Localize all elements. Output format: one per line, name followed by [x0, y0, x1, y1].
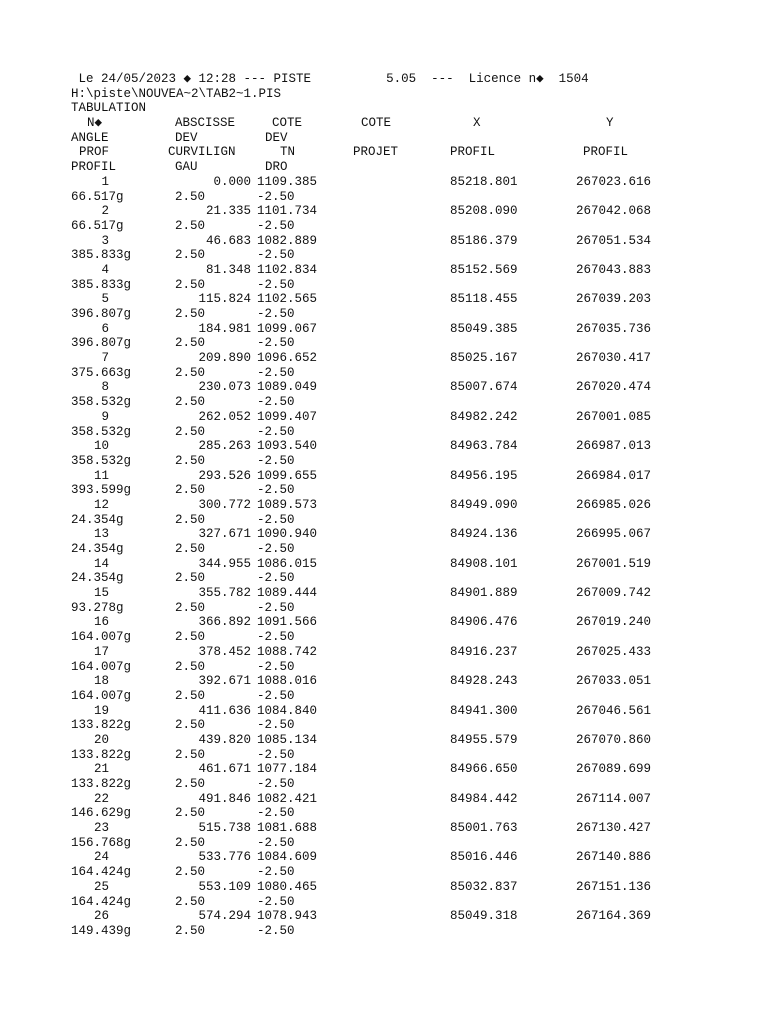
table-row — [71, 909, 761, 924]
dev-dro-value: -2.50 — [257, 307, 295, 321]
dev-dro-value: -2.50 — [257, 218, 295, 233]
table-row-continuation — [71, 483, 761, 498]
angle-value: 375.663g — [71, 365, 132, 380]
abscisse-value: 392.671 — [198, 674, 251, 689]
table-row-continuation — [71, 865, 761, 880]
table-row-continuation — [71, 836, 761, 851]
col-header-profil: PROFIL — [71, 160, 117, 175]
column-header-row-3 — [71, 145, 761, 160]
y-value: 267033.051 — [576, 674, 652, 689]
table-row-continuation — [71, 454, 761, 469]
profile-number: 21 — [93, 762, 109, 777]
profile-number: 23 — [93, 821, 109, 836]
cote-tn-value: 1089.049 — [257, 380, 318, 395]
y-value: 267051.534 — [576, 233, 652, 248]
profile-number: 19 — [93, 703, 109, 718]
y-value: 266995.067 — [576, 527, 652, 542]
profile-number: 4 — [101, 262, 109, 277]
dev-gau-value: 2.50 — [175, 424, 206, 439]
x-value: 84949.090 — [450, 497, 518, 512]
dev-dro-value: -2.50 — [257, 835, 295, 850]
abscisse-value: 327.671 — [198, 527, 251, 542]
section-title: TABULATION — [71, 101, 147, 116]
abscisse-value: 115.824 — [198, 292, 251, 307]
dev-dro-value: -2.50 — [257, 747, 295, 762]
table-row — [71, 880, 761, 895]
x-value: 84924.136 — [450, 527, 518, 542]
dev-dro-value: -2.50 — [257, 777, 295, 791]
table-row — [71, 615, 761, 630]
angle-value: 396.807g — [71, 307, 132, 321]
angle-value: 396.807g — [71, 336, 132, 351]
angle-value: 393.599g — [71, 483, 132, 498]
col-header-dev-gau: DEV — [175, 130, 198, 145]
angle-value: 164.007g — [71, 630, 132, 645]
x-value: 85032.837 — [450, 879, 518, 894]
dev-gau-value: 2.50 — [175, 835, 206, 850]
table-row-continuation — [71, 571, 761, 586]
dev-dro-value: -2.50 — [257, 336, 295, 351]
col-header-cote-tn: COTE — [272, 116, 303, 131]
dev-dro-value: -2.50 — [257, 894, 295, 909]
cote-tn-value: 1084.840 — [257, 703, 318, 718]
y-value: 267023.616 — [576, 174, 652, 189]
table-row-continuation — [71, 748, 761, 763]
x-value: 84963.784 — [450, 439, 518, 454]
cote-tn-value: 1102.565 — [257, 292, 318, 307]
column-header-row-4 — [71, 160, 761, 175]
angle-value: 164.424g — [71, 865, 132, 880]
table-row-continuation — [71, 601, 761, 616]
table-row-continuation — [71, 630, 761, 645]
dev-dro-value: -2.50 — [257, 600, 295, 615]
table-row — [71, 322, 761, 337]
x-value: 85049.385 — [450, 321, 518, 336]
dev-dro-value: -2.50 — [257, 718, 295, 733]
table-row — [71, 498, 761, 513]
x-value: 85208.090 — [450, 204, 518, 219]
cote-tn-value: 1099.655 — [257, 468, 318, 483]
dev-gau-value: 2.50 — [175, 307, 206, 321]
abscisse-value: 461.671 — [198, 762, 251, 777]
profile-number: 2 — [101, 204, 109, 219]
cote-tn-value: 1096.652 — [257, 351, 318, 366]
profile-number: 1 — [101, 174, 109, 189]
dev-gau-value: 2.50 — [175, 189, 206, 204]
x-value: 85001.763 — [450, 821, 518, 836]
dev-dro-value: -2.50 — [257, 571, 295, 586]
col-header-angle: ANGLE — [71, 130, 109, 145]
dev-gau-value: 2.50 — [175, 365, 206, 380]
y-value: 267114.007 — [576, 791, 652, 806]
col-header-curvilign: CURVILIGN — [168, 145, 236, 160]
abscisse-value: 344.955 — [198, 556, 251, 571]
dev-gau-value: 2.50 — [175, 747, 206, 762]
dev-gau-value: 2.50 — [175, 806, 206, 821]
y-value: 267020.474 — [576, 380, 652, 395]
dev-gau-value: 2.50 — [175, 600, 206, 615]
y-value: 267001.085 — [576, 409, 652, 424]
table-row — [71, 292, 761, 307]
x-value: 84901.889 — [450, 586, 518, 601]
abscisse-value: 293.526 — [198, 468, 251, 483]
table-row — [71, 175, 761, 190]
abscisse-value: 81.348 — [205, 262, 251, 277]
profile-number: 20 — [93, 732, 109, 747]
dev-gau-value: 2.50 — [175, 218, 206, 233]
dev-gau-value: 2.50 — [175, 659, 206, 674]
dev-gau-value: 2.50 — [175, 688, 206, 703]
y-value: 267025.433 — [576, 644, 652, 659]
y-value: 266985.026 — [576, 497, 652, 512]
profile-number: 15 — [93, 586, 109, 601]
angle-value: 133.822g — [71, 718, 132, 733]
dev-dro-value: -2.50 — [257, 424, 295, 439]
angle-value: 358.532g — [71, 424, 132, 439]
table-row — [71, 234, 761, 249]
table-row-continuation — [71, 777, 761, 792]
y-value: 267089.699 — [576, 762, 652, 777]
cote-tn-value: 1081.688 — [257, 821, 318, 836]
dev-gau-value: 2.50 — [175, 894, 206, 909]
table-row-continuation — [71, 542, 761, 557]
y-value: 267039.203 — [576, 292, 652, 307]
y-value: 267140.886 — [576, 850, 652, 865]
dev-dro-value: -2.50 — [257, 189, 295, 204]
column-header-row-1 — [71, 116, 761, 131]
x-value: 85049.318 — [450, 909, 518, 924]
dev-gau-value: 2.50 — [175, 336, 206, 351]
angle-value: 24.354g — [71, 571, 124, 586]
x-value: 84928.243 — [450, 674, 518, 689]
cote-tn-value: 1088.742 — [257, 644, 318, 659]
file-path: H:\piste\NOUVEA~2\TAB2~1.PIS — [71, 86, 282, 101]
angle-value: 358.532g — [71, 395, 132, 410]
cote-tn-value: 1082.889 — [257, 233, 318, 248]
profile-number: 3 — [101, 233, 109, 248]
table-row-continuation — [71, 924, 761, 939]
x-value: 85118.455 — [450, 292, 518, 307]
dev-gau-value: 2.50 — [175, 395, 206, 410]
angle-value: 133.822g — [71, 747, 132, 762]
dev-dro-value: -2.50 — [257, 542, 295, 556]
x-value: 84908.101 — [450, 556, 518, 571]
col-header-gau: GAU — [175, 160, 198, 175]
cote-tn-value: 1101.734 — [257, 204, 318, 219]
profile-number: 26 — [93, 909, 109, 924]
table-row-continuation — [71, 336, 761, 351]
profile-number: 13 — [93, 527, 109, 542]
profile-number: 9 — [101, 409, 109, 424]
section-title-line — [71, 101, 761, 116]
col-header-profil-x: PROFIL — [450, 145, 496, 160]
table-row — [71, 645, 761, 660]
dev-dro-value: -2.50 — [257, 483, 295, 498]
col-header-prof: PROF — [79, 145, 110, 160]
y-value: 266984.017 — [576, 468, 652, 483]
cote-tn-value: 1089.573 — [257, 497, 318, 512]
abscisse-value: 184.981 — [198, 321, 251, 336]
angle-value: 93.278g — [71, 600, 124, 615]
angle-value: 66.517g — [71, 189, 124, 204]
table-row — [71, 527, 761, 542]
table-row — [71, 351, 761, 366]
profile-number: 25 — [93, 879, 109, 894]
dev-gau-value: 2.50 — [175, 453, 206, 468]
cote-tn-value: 1099.067 — [257, 321, 318, 336]
x-value: 85218.801 — [450, 174, 518, 189]
profile-number: 11 — [93, 468, 109, 483]
profile-number: 16 — [93, 615, 109, 630]
angle-value: 358.532g — [71, 453, 132, 468]
cote-tn-value: 1089.444 — [257, 586, 318, 601]
cote-tn-value: 1084.609 — [257, 850, 318, 865]
col-header-y: Y — [606, 116, 614, 131]
y-value: 267046.561 — [576, 703, 652, 718]
angle-value: 24.354g — [71, 512, 124, 527]
table-row-continuation — [71, 660, 761, 675]
table-row — [71, 762, 761, 777]
table-row-continuation — [71, 307, 761, 322]
profile-number: 7 — [101, 351, 109, 366]
y-value: 267019.240 — [576, 615, 652, 630]
dev-dro-value: -2.50 — [257, 659, 295, 674]
y-value: 267043.883 — [576, 262, 652, 277]
file-path-line — [71, 87, 761, 102]
profile-number: 14 — [93, 556, 109, 571]
cote-tn-value: 1093.540 — [257, 439, 318, 454]
tabulation-document — [71, 72, 761, 939]
table-row-continuation — [71, 190, 761, 205]
table-row — [71, 469, 761, 484]
profile-number: 12 — [93, 497, 109, 512]
abscisse-value: 209.890 — [198, 351, 251, 366]
angle-value: 24.354g — [71, 542, 124, 556]
abscisse-value: 300.772 — [198, 497, 251, 512]
table-row — [71, 792, 761, 807]
y-value: 267035.736 — [576, 321, 652, 336]
dev-gau-value: 2.50 — [175, 542, 206, 556]
table-row-continuation — [71, 395, 761, 410]
dev-dro-value: -2.50 — [257, 923, 295, 938]
abscisse-value: 533.776 — [198, 850, 251, 865]
cote-tn-value: 1080.465 — [257, 879, 318, 894]
table-row-continuation — [71, 806, 761, 821]
abscisse-value: 491.846 — [198, 791, 251, 806]
profile-number: 24 — [93, 850, 109, 865]
cote-tn-value: 1086.015 — [257, 556, 318, 571]
abscisse-value: 230.073 — [198, 380, 251, 395]
dev-gau-value: 2.50 — [175, 777, 206, 791]
x-value: 84982.242 — [450, 409, 518, 424]
dev-dro-value: -2.50 — [257, 365, 295, 380]
x-value: 85152.569 — [450, 262, 518, 277]
dev-gau-value: 2.50 — [175, 865, 206, 880]
x-value: 84916.237 — [450, 644, 518, 659]
profile-number: 6 — [101, 321, 109, 336]
report-header-line — [71, 72, 761, 87]
abscisse-value: 574.294 — [198, 909, 251, 924]
table-row-continuation — [71, 219, 761, 234]
profile-number: 5 — [101, 292, 109, 307]
profile-number: 10 — [93, 439, 109, 454]
x-value: 84955.579 — [450, 732, 518, 747]
x-value: 85016.446 — [450, 850, 518, 865]
angle-value: 149.439g — [71, 923, 132, 938]
cote-tn-value: 1102.834 — [257, 262, 318, 277]
dev-dro-value: -2.50 — [257, 630, 295, 645]
abscisse-value: 46.683 — [205, 233, 251, 248]
angle-value: 133.822g — [71, 777, 132, 791]
y-value: 267001.519 — [576, 556, 652, 571]
y-value: 267130.427 — [576, 821, 652, 836]
x-value: 85186.379 — [450, 233, 518, 248]
dev-dro-value: -2.50 — [257, 806, 295, 821]
table-row — [71, 821, 761, 836]
table-row-continuation — [71, 513, 761, 528]
dev-dro-value: -2.50 — [257, 512, 295, 527]
abscisse-value: 439.820 — [198, 732, 251, 747]
y-value: 267070.860 — [576, 732, 652, 747]
cote-tn-value: 1078.943 — [257, 909, 318, 924]
report-header: Le 24/05/2023 ◆ 12:28 --- PISTE 5.05 --- Licence n◆ 1504 — [71, 72, 589, 86]
cote-tn-value: 1099.407 — [257, 409, 318, 424]
col-header-n: N◆ — [87, 116, 103, 131]
dev-gau-value: 2.50 — [175, 923, 206, 938]
profile-table-body — [71, 175, 761, 939]
column-header-row-2 — [71, 131, 761, 146]
dev-dro-value: -2.50 — [257, 688, 295, 703]
dev-gau-value: 2.50 — [175, 277, 206, 292]
cote-tn-value: 1085.134 — [257, 732, 318, 747]
angle-value: 146.629g — [71, 806, 132, 821]
y-value: 267042.068 — [576, 204, 652, 219]
cote-tn-value: 1088.016 — [257, 674, 318, 689]
dev-gau-value: 2.50 — [175, 512, 206, 527]
x-value: 85025.167 — [450, 351, 518, 366]
col-header-tn: TN — [280, 145, 296, 160]
angle-value: 385.833g — [71, 277, 132, 292]
abscisse-value: 515.738 — [198, 821, 251, 836]
table-row — [71, 850, 761, 865]
col-header-projet: PROJET — [353, 145, 399, 160]
abscisse-value: 553.109 — [198, 879, 251, 894]
x-value: 84984.442 — [450, 791, 518, 806]
profile-number: 8 — [101, 380, 109, 395]
table-row — [71, 439, 761, 454]
x-value: 84906.476 — [450, 615, 518, 630]
table-row — [71, 410, 761, 425]
y-value: 267030.417 — [576, 351, 652, 366]
table-row — [71, 263, 761, 278]
table-row — [71, 557, 761, 572]
angle-value: 164.424g — [71, 894, 132, 909]
profile-number: 17 — [93, 644, 109, 659]
abscisse-value: 355.782 — [198, 586, 251, 601]
dev-dro-value: -2.50 — [257, 865, 295, 880]
dev-gau-value: 2.50 — [175, 630, 206, 645]
cote-tn-value: 1109.385 — [257, 174, 318, 189]
angle-value: 164.007g — [71, 688, 132, 703]
angle-value: 164.007g — [71, 659, 132, 674]
table-row — [71, 704, 761, 719]
cote-tn-value: 1090.940 — [257, 527, 318, 542]
col-header-profil-y: PROFIL — [583, 145, 629, 160]
abscisse-value: 0.000 — [213, 174, 251, 189]
profile-number: 18 — [93, 674, 109, 689]
table-row — [71, 204, 761, 219]
col-header-x: X — [473, 116, 481, 131]
x-value: 84941.300 — [450, 703, 518, 718]
dev-dro-value: -2.50 — [257, 395, 295, 410]
col-header-cote-projet: COTE — [361, 116, 392, 131]
cote-tn-value: 1082.421 — [257, 791, 318, 806]
dev-dro-value: -2.50 — [257, 277, 295, 292]
dev-dro-value: -2.50 — [257, 248, 295, 263]
table-row-continuation — [71, 366, 761, 381]
table-row — [71, 380, 761, 395]
table-row — [71, 586, 761, 601]
abscisse-value: 262.052 — [198, 409, 251, 424]
angle-value: 66.517g — [71, 218, 124, 233]
y-value: 267009.742 — [576, 586, 652, 601]
table-row-continuation — [71, 425, 761, 440]
angle-value: 156.768g — [71, 835, 132, 850]
table-row-continuation — [71, 248, 761, 263]
col-header-dev-dro: DEV — [265, 130, 288, 145]
angle-value: 385.833g — [71, 248, 132, 263]
y-value: 267164.369 — [576, 909, 652, 924]
cote-tn-value: 1077.184 — [257, 762, 318, 777]
abscisse-value: 366.892 — [198, 615, 251, 630]
x-value: 84956.195 — [450, 468, 518, 483]
dev-gau-value: 2.50 — [175, 483, 206, 498]
abscisse-value: 285.263 — [198, 439, 251, 454]
table-row-continuation — [71, 718, 761, 733]
y-value: 267151.136 — [576, 879, 652, 894]
abscisse-value: 21.335 — [205, 204, 251, 219]
col-header-dro: DRO — [265, 160, 288, 175]
cote-tn-value: 1091.566 — [257, 615, 318, 630]
y-value: 266987.013 — [576, 439, 652, 454]
col-header-abscisse: ABSCISSE — [175, 116, 236, 131]
dev-gau-value: 2.50 — [175, 718, 206, 733]
x-value: 84966.650 — [450, 762, 518, 777]
abscisse-value: 411.636 — [198, 703, 251, 718]
table-row — [71, 674, 761, 689]
table-row-continuation — [71, 895, 761, 910]
dev-gau-value: 2.50 — [175, 248, 206, 263]
x-value: 85007.674 — [450, 380, 518, 395]
table-row-continuation — [71, 278, 761, 293]
table-row — [71, 733, 761, 748]
dev-dro-value: -2.50 — [257, 453, 295, 468]
dev-gau-value: 2.50 — [175, 571, 206, 586]
abscisse-value: 378.452 — [198, 644, 251, 659]
table-row-continuation — [71, 689, 761, 704]
profile-number: 22 — [93, 791, 109, 806]
